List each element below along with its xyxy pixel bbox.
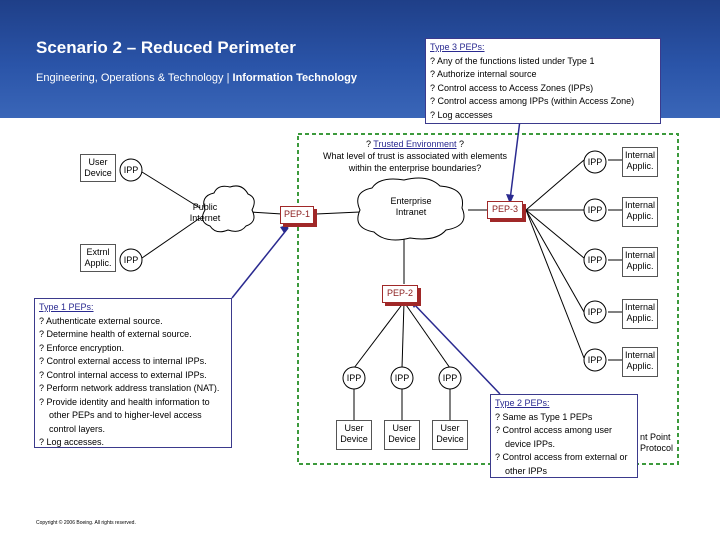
link-pep3-ipp3 — [526, 210, 584, 258]
ipp-label-r2: IPP — [587, 205, 603, 215]
user-device-node-b1: User Device — [336, 420, 372, 450]
partial-right-line1: nt Point — [640, 432, 671, 442]
type3-item: ? Log accesses — [430, 109, 493, 120]
partial-right-line2: Protocol — [640, 443, 674, 453]
ipp-label-r3: IPP — [587, 255, 603, 265]
trusted-line3: within the enterprise boundaries? — [348, 163, 482, 173]
link-pep3-ipp5 — [526, 210, 584, 358]
type1-item: ? Log accesses. — [39, 437, 105, 447]
type2-item: ? Control access among user device IPPs. — [495, 425, 613, 449]
ipp-label-b1: IPP — [346, 373, 362, 383]
partial-right-text — [640, 432, 680, 454]
ipp-label-r4: IPP — [587, 307, 603, 317]
ipp-label-user: IPP — [123, 165, 139, 175]
type2-callout — [490, 394, 638, 478]
type2-item: ? Same as Type 1 PEPs — [495, 411, 593, 422]
internal-applic-node-5: Internal Applic. — [622, 347, 658, 377]
copyright-notice: Copyright © 2006 Boeing. All rights reserved. — [36, 520, 136, 526]
type1-item: ? Provide identity and health information to other PEPs and to higher-level access control layers. — [39, 396, 210, 434]
type2-item: ? Control access from external or other IPPs — [495, 452, 628, 476]
ipp-label-extrnl: IPP — [123, 255, 139, 265]
type3-item: ? Control access among IPPs (within Access Zone) — [430, 96, 635, 106]
subtitle-bold: Information Technology — [232, 72, 357, 84]
page-title: Scenario 2 – Reduced Perimeter — [36, 38, 296, 57]
link-internet-pep1 — [250, 212, 282, 214]
link-ipp-extrnl-internet — [142, 218, 200, 258]
extrnl-applic-node: Extrnl Applic. — [80, 244, 116, 272]
pep3-node: PEP-3 — [487, 201, 523, 219]
pep1-node: PEP-1 — [280, 206, 314, 224]
user-device-node-b3: User Device — [432, 420, 468, 450]
trusted-suffix: ? — [459, 139, 465, 149]
trusted-environment-question — [300, 138, 530, 174]
type1-list — [39, 315, 227, 450]
type1-callout — [34, 298, 232, 448]
internal-applic-node-4: Internal Applic. — [622, 299, 658, 329]
subtitle-prefix: Engineering, Operations & Technology | — [36, 72, 233, 84]
enterprise-intranet-label: Enterprise Intranet — [390, 196, 432, 217]
type3-item: ? Any of the functions listed under Type 1 — [430, 55, 595, 66]
user-device-node: User Device — [80, 154, 116, 182]
type1-item: ? Enforce encryption. — [39, 342, 125, 353]
trusted-label: Trusted Environment — [373, 139, 457, 149]
pep2-node: PEP-2 — [382, 285, 418, 303]
user-device-node-b2: User Device — [384, 420, 420, 450]
type1-heading: Type 1 PEPs: — [39, 302, 94, 312]
link-pep1-intranet — [316, 212, 360, 214]
link-pep3-ipp1 — [526, 160, 584, 210]
trusted-line1 — [300, 138, 530, 150]
type3-heading: Type 3 PEPs: — [430, 42, 485, 52]
internal-applic-node-2: Internal Applic. — [622, 197, 658, 227]
internal-applic-node-1: Internal Applic. — [622, 147, 658, 177]
type3-list — [430, 55, 656, 123]
type3-item: ? Control access to Access Zones (IPPs) — [430, 82, 594, 93]
trusted-prefix: ? — [365, 139, 374, 149]
type1-item: ? Perform network address translation (NAT). — [39, 383, 220, 393]
type2-heading: Type 2 PEPs: — [495, 398, 550, 408]
ipp-label-b3: IPP — [442, 373, 458, 383]
link-pep2-ippa — [354, 302, 404, 368]
type1-pointer — [232, 228, 288, 298]
type2-list — [495, 411, 633, 479]
type1-item: ? Authenticate external source. — [39, 315, 163, 326]
type3-item: ? Authorize internal source — [430, 69, 537, 79]
ipp-label-r1: IPP — [587, 157, 603, 167]
type3-callout — [425, 38, 661, 124]
trusted-line2: What level of trust is associated with elements — [322, 151, 508, 161]
ipp-label-r5: IPP — [587, 355, 603, 365]
type1-item: ? Determine health of external source. — [39, 329, 192, 339]
ipp-label-b2: IPP — [394, 373, 410, 383]
public-internet-label: Public Internet — [189, 202, 221, 223]
type1-item: ? Control internal access to external IPPs. — [39, 369, 207, 380]
type1-item: ? Control external access to internal IPPs. — [39, 356, 207, 366]
internal-applic-node-3: Internal Applic. — [622, 247, 658, 277]
link-pep3-ipp4 — [526, 210, 584, 312]
link-pep2-ippb — [402, 302, 404, 368]
